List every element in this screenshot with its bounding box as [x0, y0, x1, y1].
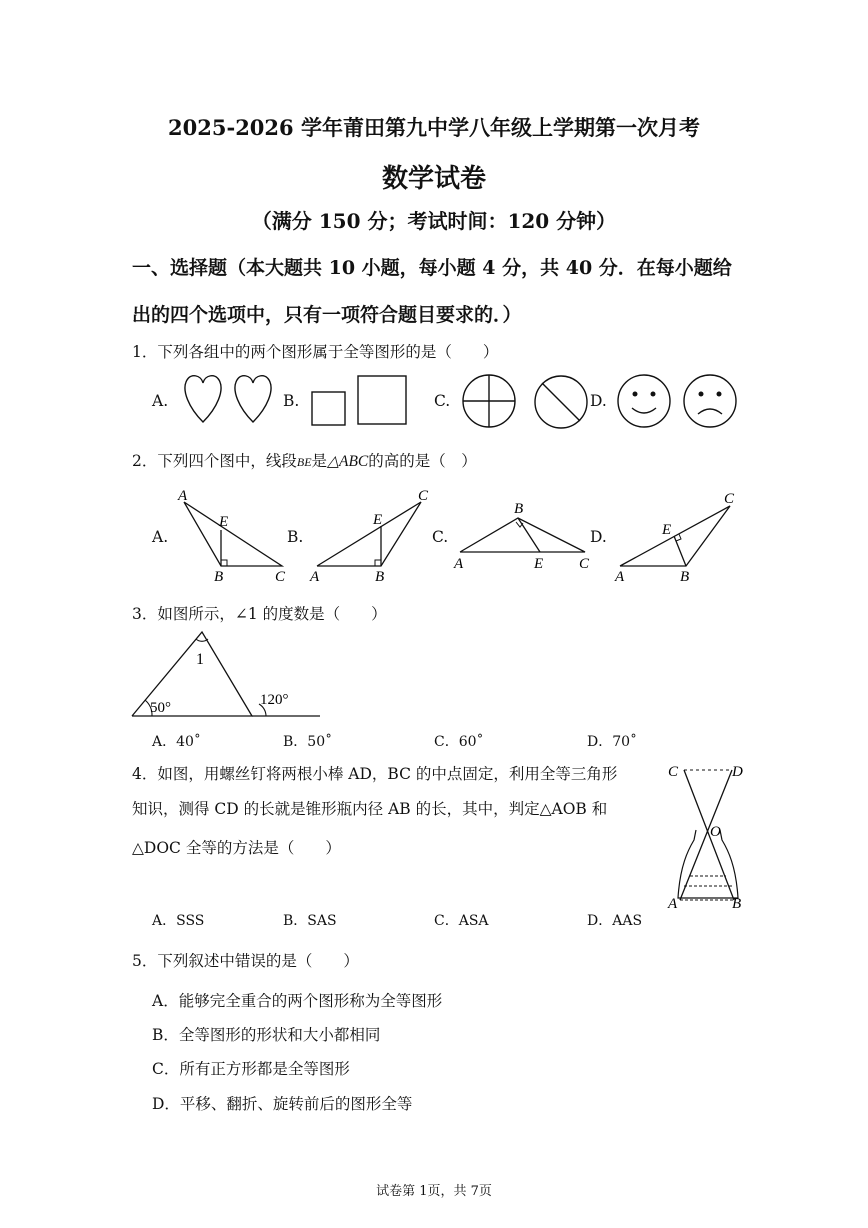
- q2-stem-suffix: 的高的是（ ）: [368, 452, 477, 470]
- q1-option-b: B.: [283, 392, 300, 410]
- q1-hearts-figure: [175, 370, 275, 430]
- q5-option-a: A．能够完全重合的两个图形称为全等图形: [152, 992, 443, 1010]
- q4-label-c: C: [668, 764, 679, 780]
- q5-stem: 5．下列叙述中错误的是（ ）: [132, 952, 359, 970]
- q2-stem-prefix: 2．下列四个图中，线段: [132, 452, 297, 470]
- q5-option-c: C．所有正方形都是全等图形: [152, 1060, 350, 1078]
- q3-angle1-label: 1: [196, 651, 204, 668]
- q4-line3: △DOC 全等的方法是（ ）: [132, 839, 341, 857]
- exam-info: （满分 150 分；考试时间：120 分钟）: [251, 209, 617, 233]
- q1-faces-figure: [612, 372, 742, 432]
- q2d-label-e: E: [662, 522, 672, 538]
- q4-label-b: B: [732, 896, 742, 912]
- q2-option-b: B.: [287, 528, 304, 546]
- q2a-label-a: A: [178, 488, 188, 504]
- q4-label-o: O: [710, 824, 721, 840]
- q1-squares-figure: [306, 372, 412, 428]
- q1-circles-figure: [460, 372, 590, 432]
- exam-title: 2025-2026 学年莆田第九中学八年级上学期第一次月考: [168, 115, 700, 140]
- page-footer: 试卷第 1页，共 7页: [376, 1184, 492, 1199]
- q2-triangle: △ABC: [327, 453, 369, 470]
- q4-flask-figure: [660, 758, 760, 914]
- q2c-label-e: E: [534, 556, 544, 572]
- q2c-label-a: A: [454, 556, 464, 572]
- q2-figure-a: [170, 484, 295, 584]
- q2-figure-c: [448, 494, 593, 580]
- q3-option-a: A．40˚: [152, 734, 201, 750]
- q2d-label-c: C: [724, 491, 735, 507]
- q3-option-b: B．50˚: [283, 734, 333, 750]
- q2c-label-b: B: [514, 501, 524, 517]
- q3-angle50-label: 50°: [150, 700, 171, 716]
- q1-option-a: A.: [152, 392, 169, 410]
- q1-option-d: D.: [590, 392, 607, 410]
- q2a-label-b: B: [214, 569, 224, 584]
- q3-figure: [124, 626, 324, 722]
- section-heading-line2: 出的四个选项中，只有一项符合题目要求的．）: [132, 304, 522, 326]
- q4-line1: 4．如图，用螺丝钉将两根小棒 AD，BC 的中点固定，利用全等三角形: [132, 765, 618, 783]
- q1-option-c: C.: [434, 392, 451, 410]
- q4-option-d: D．AAS: [587, 913, 643, 929]
- q2b-label-e: E: [373, 512, 383, 528]
- q2-figure-d: [610, 484, 750, 584]
- exam-subtitle: 数学试卷: [381, 164, 486, 194]
- q4-label-d: D: [732, 764, 743, 780]
- q2-option-d: D.: [590, 528, 607, 546]
- q2a-label-e: E: [219, 514, 229, 530]
- q2-option-a: A.: [152, 528, 169, 546]
- q4-option-a: A．SSS: [152, 913, 205, 929]
- q3-option-d: D．70˚: [587, 734, 638, 750]
- q2-stem-mid: 是: [311, 452, 328, 470]
- q2-stem: [132, 449, 477, 471]
- q1-stem: 1．下列各组中的两个图形属于全等图形的是（ ）: [132, 343, 499, 361]
- q5-option-d: D．平移、翻折、旋转前后的图形全等: [152, 1095, 413, 1113]
- q2b-label-a: A: [310, 569, 320, 584]
- q2b-label-c: C: [418, 488, 429, 504]
- q2d-label-a: A: [615, 569, 625, 584]
- q4-label-a: A: [668, 896, 678, 912]
- q3-angle120-label: 120°: [260, 692, 289, 708]
- q2c-label-c: C: [579, 556, 590, 572]
- q2-segment: BE: [296, 455, 312, 469]
- q3-stem: 3．如图所示，∠1 的度数是（ ）: [132, 605, 387, 623]
- q2d-label-b: B: [680, 569, 690, 584]
- q2-figure-b: [305, 484, 440, 584]
- q3-option-c: C．60˚: [434, 734, 484, 750]
- q2a-label-c: C: [275, 569, 286, 584]
- q2-option-c: C.: [432, 528, 449, 546]
- q5-option-b: B．全等图形的形状和大小都相同: [152, 1026, 381, 1044]
- section-heading-line1: 一、选择题（本大题共 10 小题，每小题 4 分，共 40 分．在每小题给: [132, 257, 732, 279]
- q4-line2: 知识，测得 CD 的长就是锥形瓶内径 AB 的长，其中，判定△AOB 和: [132, 800, 608, 818]
- q2b-label-b: B: [375, 569, 385, 584]
- q4-option-b: B．SAS: [283, 913, 337, 929]
- q4-option-c: C．ASA: [434, 913, 489, 929]
